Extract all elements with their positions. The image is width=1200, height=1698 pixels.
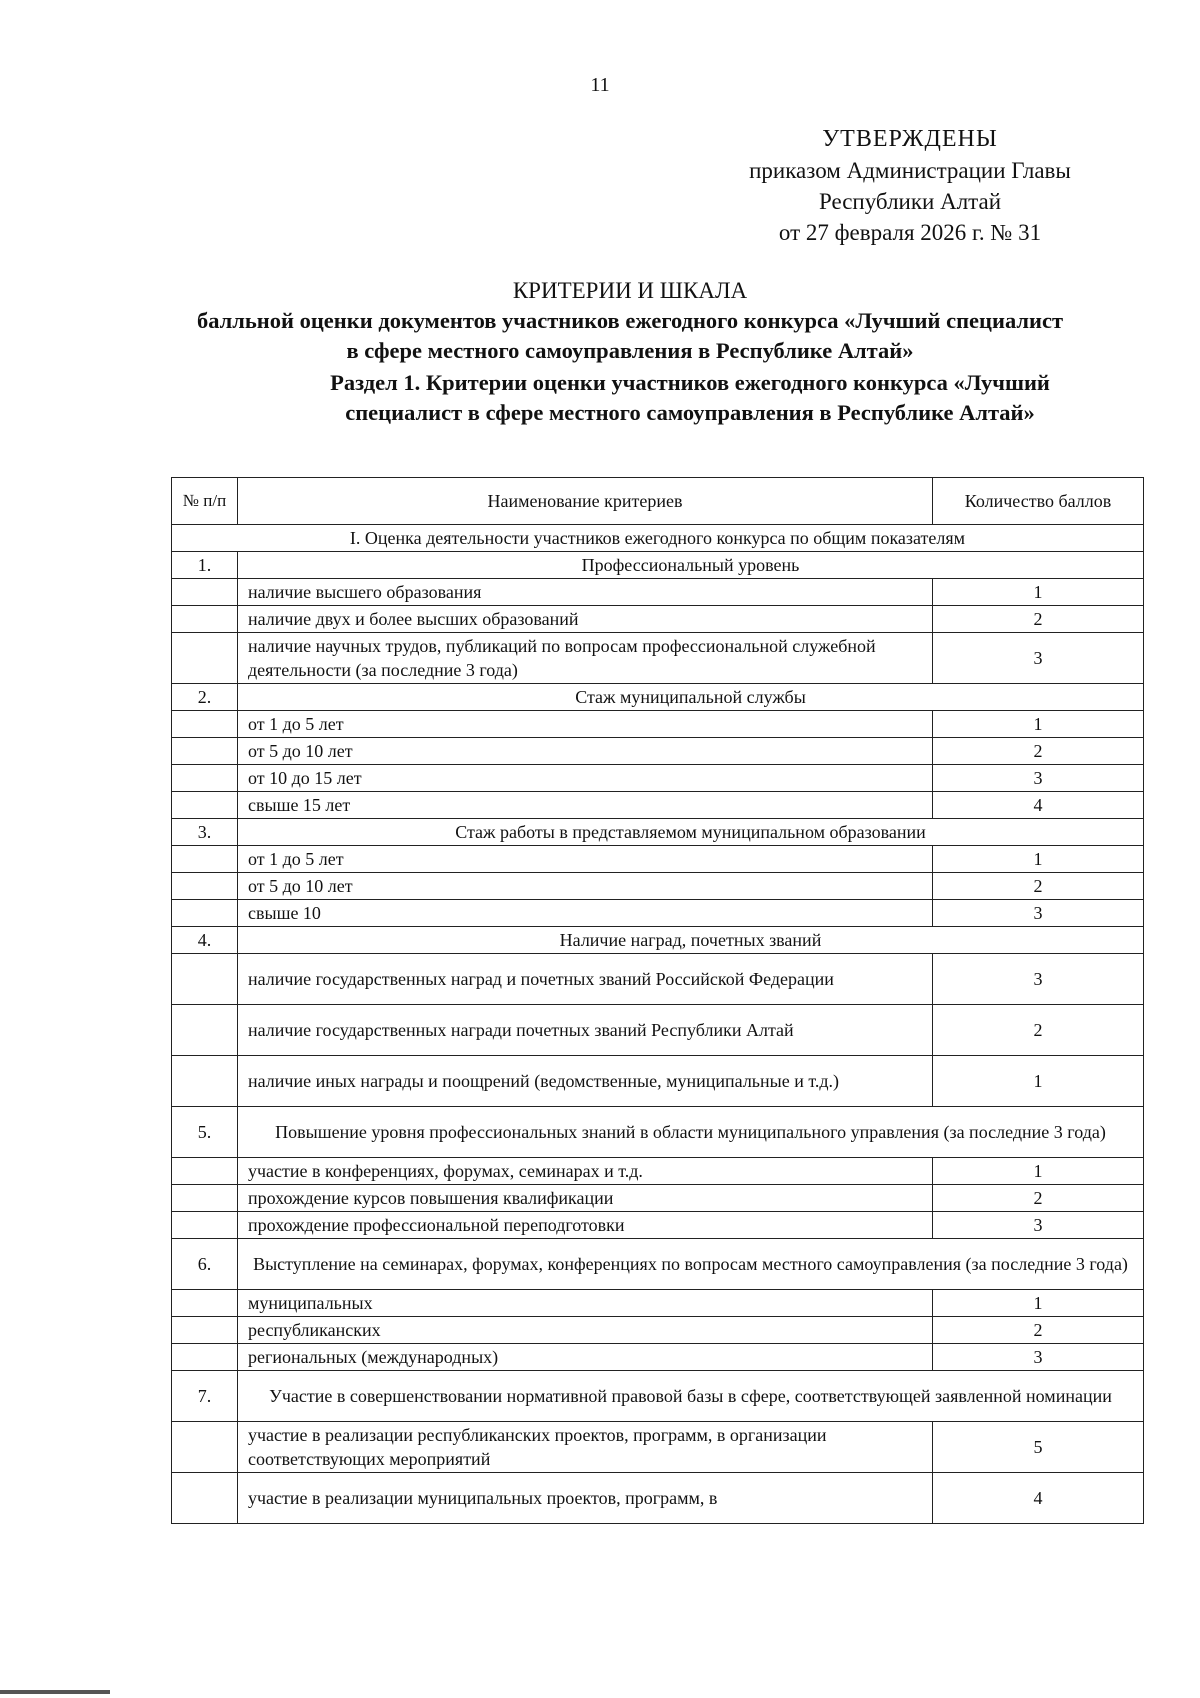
empty-number-cell: [172, 738, 238, 765]
group-row: [172, 552, 1144, 579]
approval-title: УТВЕРЖДЕНЫ: [822, 126, 998, 152]
table-row: [172, 1056, 1144, 1107]
empty-number-cell: [172, 1290, 238, 1317]
criterion-text: участие в реализации муниципальных проектов, программ, в: [238, 1473, 933, 1524]
criterion-text: республиканских: [238, 1317, 933, 1344]
empty-number-cell: [172, 711, 238, 738]
criterion-score: 5: [933, 1422, 1144, 1473]
group-number: 7.: [172, 1371, 238, 1422]
criterion-text: от 1 до 5 лет: [238, 711, 933, 738]
group-title: Стаж работы в представляемом муниципальном образовании: [238, 819, 1144, 846]
section-title: Раздел 1. Критерии оценки участников ежегодного конкурса «Лучший: [330, 370, 1050, 395]
group-number: 3.: [172, 819, 238, 846]
empty-number-cell: [172, 1185, 238, 1212]
table-row: [172, 873, 1144, 900]
document-subtitle: в сфере местного самоуправления в Республике Алтай»: [346, 338, 914, 363]
criterion-text: свыше 10: [238, 900, 933, 927]
criterion-text: участие в реализации республиканских проектов, программ, в организации соответствующих мероприятий: [238, 1422, 933, 1473]
table-row: [172, 765, 1144, 792]
empty-number-cell: [172, 954, 238, 1005]
criterion-text: наличие научных трудов, публикаций по вопросам профессиональной служебной деятельности (за последние 3 года): [238, 633, 933, 684]
criterion-score: 2: [933, 606, 1144, 633]
criterion-score: 4: [933, 792, 1144, 819]
group-row: [172, 927, 1144, 954]
empty-number-cell: [172, 1422, 238, 1473]
group-title: Стаж муниципальной службы: [238, 684, 1144, 711]
criterion-text: от 5 до 10 лет: [238, 873, 933, 900]
criterion-score: 3: [933, 954, 1144, 1005]
criterion-score: 1: [933, 1290, 1144, 1317]
table-row: [172, 954, 1144, 1005]
empty-number-cell: [172, 1473, 238, 1524]
criterion-score: 1: [933, 846, 1144, 873]
criterion-score: 3: [933, 633, 1144, 684]
table-row: [172, 1005, 1144, 1056]
table-row: [172, 846, 1144, 873]
criterion-text: от 1 до 5 лет: [238, 846, 933, 873]
empty-number-cell: [172, 792, 238, 819]
criterion-text: от 5 до 10 лет: [238, 738, 933, 765]
criterion-text: наличие государственных награди почетных званий Республики Алтай: [238, 1005, 933, 1056]
table-row: [172, 579, 1144, 606]
criterion-text: прохождение курсов повышения квалификации: [238, 1185, 933, 1212]
empty-number-cell: [172, 1005, 238, 1056]
table-row: [172, 792, 1144, 819]
empty-number-cell: [172, 900, 238, 927]
document-subtitle: балльной оценки документов участников ежегодного конкурса «Лучший специалист: [196, 308, 1064, 333]
header-score: Количество баллов: [933, 478, 1144, 525]
empty-number-cell: [172, 1158, 238, 1185]
group-number: 5.: [172, 1107, 238, 1158]
section-heading: [260, 368, 1120, 428]
group-number: 1.: [172, 552, 238, 579]
empty-number-cell: [172, 873, 238, 900]
empty-number-cell: [172, 579, 238, 606]
criterion-text: муниципальных: [238, 1290, 933, 1317]
part-title: I. Оценка деятельности участников ежегодного конкурса по общим показателям: [172, 525, 1144, 552]
criterion-text: наличие иных награды и поощрений (ведомственные, муниципальные и т.д.): [238, 1056, 933, 1107]
empty-number-cell: [172, 633, 238, 684]
table-row: [172, 1290, 1144, 1317]
table-row: [172, 1473, 1144, 1524]
header-number: № п/п: [172, 478, 238, 525]
group-row: [172, 684, 1144, 711]
group-number: 6.: [172, 1239, 238, 1290]
criterion-score: 3: [933, 900, 1144, 927]
table-row: [172, 633, 1144, 684]
criterion-text: региональных (международных): [238, 1344, 933, 1371]
part-row: [172, 525, 1144, 552]
criterion-text: участие в конференциях, форумах, семинарах и т.д.: [238, 1158, 933, 1185]
empty-number-cell: [172, 606, 238, 633]
criterion-text: наличие двух и более высших образований: [238, 606, 933, 633]
group-title: Выступление на семинарах, форумах, конференциях по вопросам местного самоуправления (за последние 3 года): [238, 1239, 1144, 1290]
table-row: [172, 1344, 1144, 1371]
empty-number-cell: [172, 1317, 238, 1344]
table-row: [172, 1158, 1144, 1185]
document-title: КРИТЕРИИ И ШКАЛА: [512, 278, 748, 303]
group-number: 2.: [172, 684, 238, 711]
table-row: [172, 1422, 1144, 1473]
document-heading: [150, 276, 1110, 366]
group-title: Повышение уровня профессиональных знаний в области муниципального управления (за последние 3 года): [238, 1107, 1144, 1158]
criterion-score: 2: [933, 738, 1144, 765]
criteria-table: [171, 477, 1144, 1524]
criterion-score: 4: [933, 1473, 1144, 1524]
table-header-row: [172, 478, 1144, 525]
criterion-score: 1: [933, 579, 1144, 606]
table-row: [172, 711, 1144, 738]
empty-number-cell: [172, 1056, 238, 1107]
approval-date: от 27 февраля 2026 г. № 31: [778, 220, 1042, 245]
approval-stamp-block: [720, 124, 1100, 248]
empty-number-cell: [172, 1344, 238, 1371]
criterion-text: наличие государственных наград и почетных званий Российской Федерации: [238, 954, 933, 1005]
criterion-text: наличие высшего образования: [238, 579, 933, 606]
scan-edge-mark: [0, 1690, 110, 1694]
empty-number-cell: [172, 1212, 238, 1239]
approval-line: Республики Алтай: [818, 189, 1002, 214]
group-row: [172, 1239, 1144, 1290]
table-row: [172, 1317, 1144, 1344]
empty-number-cell: [172, 765, 238, 792]
criterion-score: 3: [933, 1344, 1144, 1371]
criterion-score: 1: [933, 1056, 1144, 1107]
criterion-text: от 10 до 15 лет: [238, 765, 933, 792]
group-title: Участие в совершенствовании нормативной правовой базы в сфере, соответствующей заявленной номинации: [238, 1371, 1144, 1422]
group-row: [172, 1107, 1144, 1158]
group-title: Профессиональный уровень: [238, 552, 1144, 579]
header-name: Наименование критериев: [238, 478, 933, 525]
table-row: [172, 900, 1144, 927]
group-row: [172, 819, 1144, 846]
criterion-score: 3: [933, 1212, 1144, 1239]
approval-line: приказом Администрации Главы: [749, 158, 1071, 183]
table-row: [172, 738, 1144, 765]
criterion-score: 1: [933, 711, 1144, 738]
empty-number-cell: [172, 846, 238, 873]
criterion-score: 3: [933, 765, 1144, 792]
criterion-score: 1: [933, 1158, 1144, 1185]
group-title: Наличие наград, почетных званий: [238, 927, 1144, 954]
group-row: [172, 1371, 1144, 1422]
criterion-score: 2: [933, 1185, 1144, 1212]
criterion-score: 2: [933, 1005, 1144, 1056]
criterion-score: 2: [933, 873, 1144, 900]
table-row: [172, 1212, 1144, 1239]
table-row: [172, 1185, 1144, 1212]
section-title: специалист в сфере местного самоуправления в Республике Алтай»: [345, 400, 1035, 425]
page-number: 11: [590, 74, 610, 96]
criterion-score: 2: [933, 1317, 1144, 1344]
group-number: 4.: [172, 927, 238, 954]
criterion-text: свыше 15 лет: [238, 792, 933, 819]
table-row: [172, 606, 1144, 633]
criteria-table-body: [172, 525, 1144, 1524]
criterion-text: прохождение профессиональной переподготовки: [238, 1212, 933, 1239]
